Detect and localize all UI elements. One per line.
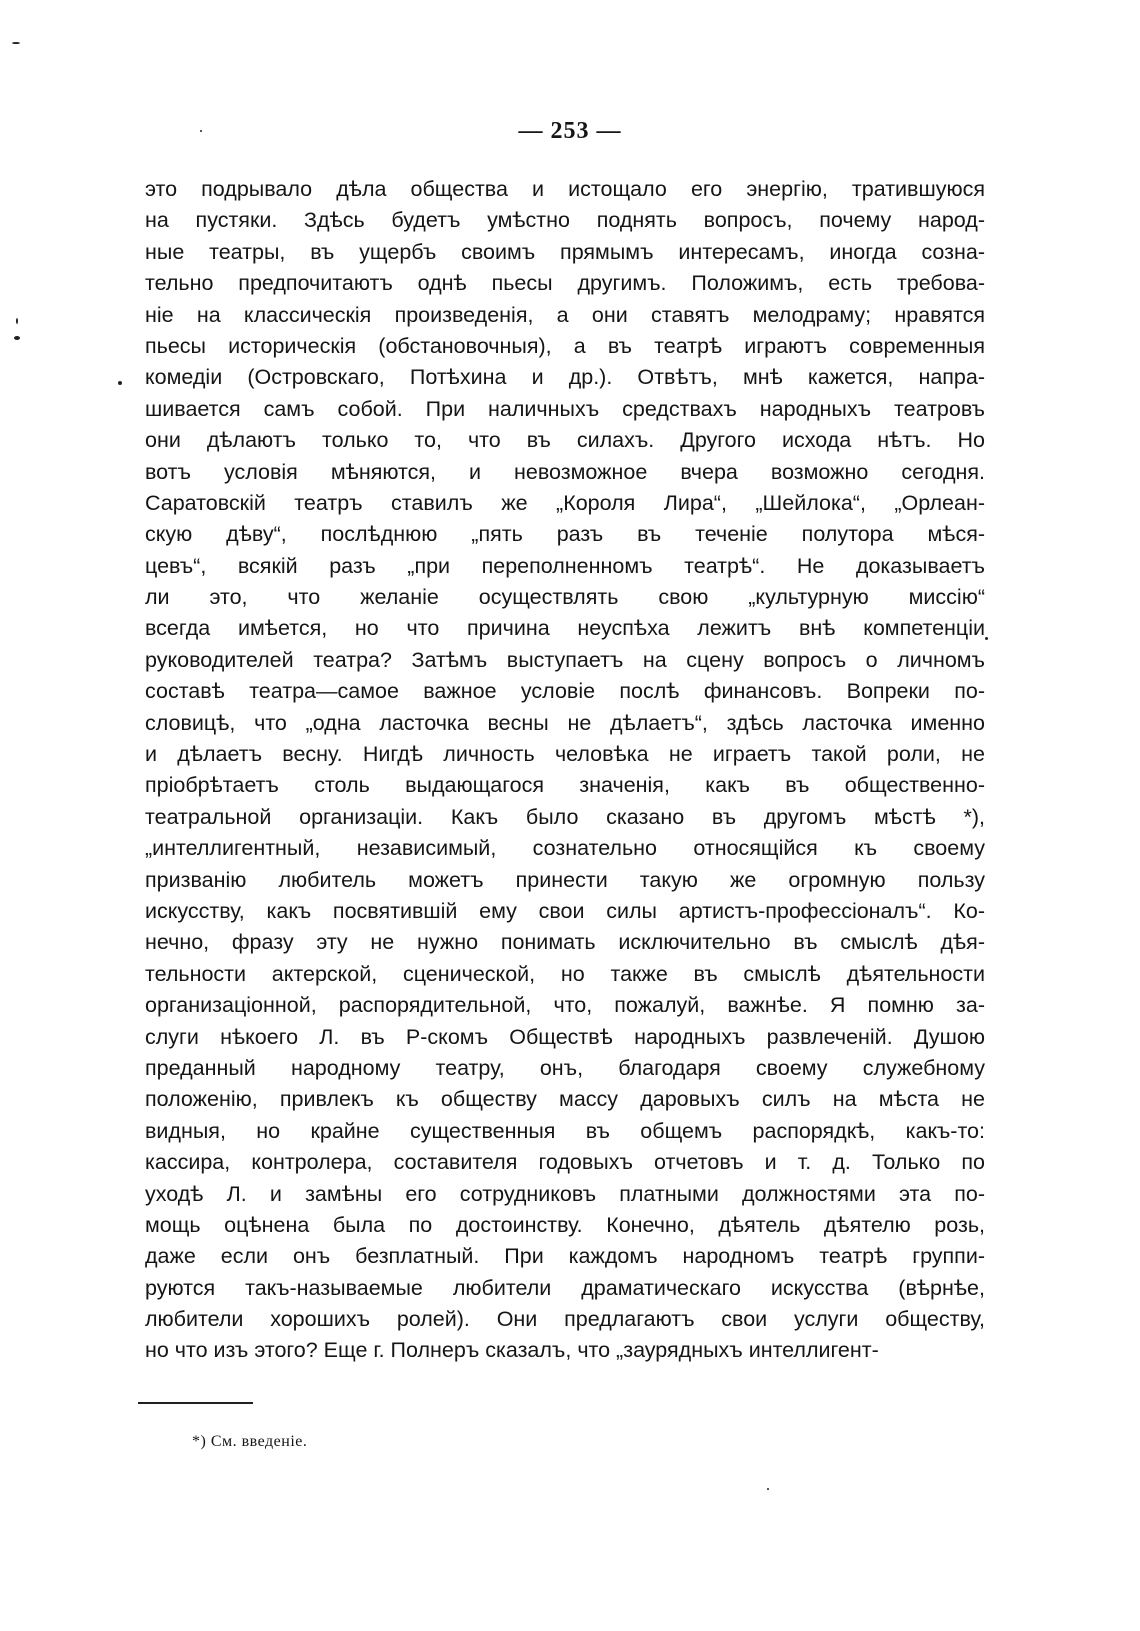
text-line: нечно, фразу эту не нужно понимать исключительно въ смыслѣ дѣя- bbox=[145, 930, 985, 955]
text-line: на пустяки. Здѣсь будетъ умѣстно поднять вопросъ, почему народ- bbox=[145, 208, 985, 233]
text-line: организаціонной, распорядительной, что, пожалуй, важнѣе. Я помню за- bbox=[145, 993, 985, 1018]
text-line: словицѣ, что „одна ласточка весны не дѣлаетъ“, здѣсь ласточка именно bbox=[145, 710, 985, 735]
text-line: слуги нѣкоего Л. въ Р-скомъ Обществѣ народныхъ развлеченій. Душою bbox=[145, 1024, 985, 1049]
text-line: и дѣлаетъ весну. Нигдѣ личность человѣка не играетъ такой роли, не bbox=[145, 742, 985, 767]
text-line: видныя, но крайне существенныя въ общемъ распорядкѣ, какъ-то: bbox=[145, 1118, 985, 1143]
text-line: скую дѣву“, послѣднюю „пять разъ въ теченіе полутора мѣся- bbox=[145, 522, 985, 547]
text-line: пьесы историческія (обстановочныя), а въ театрѣ играютъ современныя bbox=[145, 333, 985, 358]
page-number: — 253 — bbox=[518, 118, 622, 144]
text-line: „интеллигентный, независимый, сознательно относящійся къ своему bbox=[145, 836, 985, 861]
text-line: комедіи (Островскаго, Потѣхина и др.). Отвѣтъ, мнѣ кажется, напра- bbox=[145, 365, 985, 390]
scan-speck bbox=[200, 130, 202, 132]
body-text bbox=[145, 174, 985, 1367]
scan-speck bbox=[767, 1488, 769, 1490]
scan-speck bbox=[985, 637, 988, 640]
text-line: преданный народному театру, онъ, благодаря своему служебному bbox=[145, 1055, 985, 1080]
text-line: это подрывало дѣла общества и истощало его энергію, тратившуюся bbox=[145, 177, 985, 201]
text-line: они дѣлаютъ только то, что въ силахъ. Другого исхода нѣтъ. Но bbox=[145, 428, 985, 453]
text-line: Саратовскій театръ ставилъ же „Короля Лира“, „Шейлока“, „Орлеан- bbox=[145, 490, 985, 515]
text-line: театральной организаціи. Какъ было сказано въ другомъ мѣстѣ *), bbox=[145, 804, 985, 829]
text-line: ные театры, въ ущербъ своимъ прямымъ интересамъ, иногда созна- bbox=[145, 239, 985, 264]
text-line: всегда имѣется, но что причина неуспѣха лежитъ внѣ компетенціи bbox=[145, 616, 985, 641]
text-line: тельно предпочитаютъ однѣ пьесы другимъ. Положимъ, есть требова- bbox=[145, 271, 985, 296]
text-line: мощь оцѣнена была по достоинству. Конечно, дѣятель дѣятелю розь, bbox=[145, 1212, 985, 1237]
text-line: пріобрѣтаетъ столь выдающагося значенія, какъ въ общественно- bbox=[145, 773, 985, 798]
text-line: призванію любитель можетъ принести такую же огромную пользу bbox=[145, 867, 985, 892]
text-line: ніе на классическія произведенія, а они ставятъ мелодраму; нравятся bbox=[145, 302, 985, 327]
text-line: положенію, привлекъ къ обществу массу даровыхъ силъ на мѣста не bbox=[145, 1087, 985, 1112]
footnote: *) См. введеніе. bbox=[192, 1433, 308, 1450]
text-line: вотъ условія мѣняются, и невозможное вчера возможно сегодня. bbox=[145, 459, 985, 484]
text-line: руководителей театра? Затѣмъ выступаетъ на сцену вопросъ о личномъ bbox=[145, 647, 985, 672]
text-line: кассира, контролера, составителя годовыхъ отчетовъ и т. д. Только по bbox=[145, 1150, 985, 1175]
text-line: руются такъ-называемые любители драматическаго искусства (вѣрнѣе, bbox=[145, 1275, 985, 1300]
footnote-divider bbox=[138, 1402, 253, 1404]
text-line: даже если онъ безплатный. При каждомъ народномъ театрѣ группи- bbox=[145, 1244, 985, 1269]
text-line: уходѣ Л. и замѣны его сотрудниковъ платными должностями эта по- bbox=[145, 1181, 985, 1206]
text-line: цевъ“, всякій разъ „при переполненномъ театрѣ“. Не доказываетъ bbox=[145, 553, 985, 578]
text-line: составѣ театра—самое важное условіе послѣ финансовъ. Вопреки по- bbox=[145, 679, 985, 704]
text-line: тельности актерской, сценической, но также въ смыслѣ дѣятельности bbox=[145, 961, 985, 986]
text-line: шивается самъ собой. При наличныхъ средствахъ народныхъ театровъ bbox=[145, 396, 985, 421]
text-line: ли это, что желаніе осуществлять свою „культурную миссію“ bbox=[145, 585, 985, 610]
text-line: любители хорошихъ ролей). Они предлагаютъ свои услуги обществу, bbox=[145, 1307, 985, 1332]
scan-speck bbox=[12, 42, 20, 44]
text-line: искусству, какъ посвятившій ему свои силы артистъ-профессіоналъ“. Ко- bbox=[145, 898, 985, 923]
scan-speck bbox=[16, 318, 18, 324]
scan-speck bbox=[118, 381, 122, 385]
text-line: но что изъ этого? Еще г. Полнеръ сказалъ, что „заурядныхъ интеллигент- bbox=[145, 1338, 879, 1363]
scan-speck bbox=[14, 336, 20, 340]
